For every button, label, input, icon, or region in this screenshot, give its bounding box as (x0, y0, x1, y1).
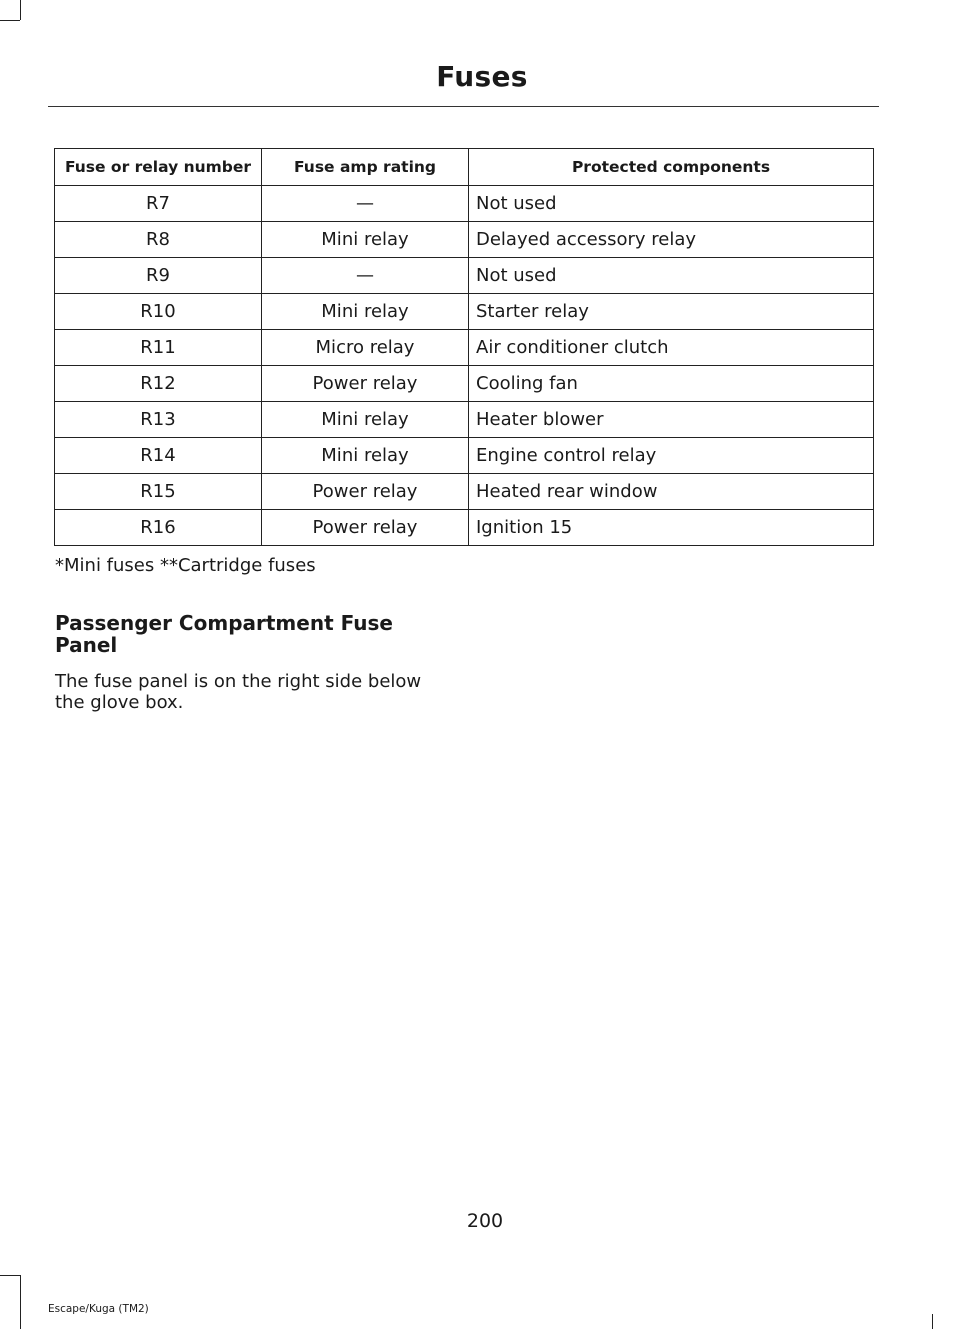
fuse-number-cell: R8 (55, 222, 262, 258)
fuse-table (54, 148, 874, 546)
crop-mark (20, 1275, 21, 1329)
protected-component-cell: Heater blower (469, 402, 874, 438)
fuse-number-cell: R10 (55, 294, 262, 330)
fuse-number-cell: R9 (55, 258, 262, 294)
protected-component-cell: Heated rear window (469, 474, 874, 510)
column-header: Fuse amp rating (262, 149, 469, 186)
section-heading: Passenger Compartment Fuse Panel (55, 611, 393, 657)
protected-component-cell: Not used (469, 258, 874, 294)
table-row (55, 186, 874, 222)
title-divider (48, 106, 879, 107)
table-header-row (55, 149, 874, 186)
fuse-number-cell: R14 (55, 438, 262, 474)
amp-rating-cell: Power relay (262, 510, 469, 546)
fuse-number-cell: R15 (55, 474, 262, 510)
crop-mark (932, 1314, 933, 1329)
column-header: Fuse or relay number (55, 149, 262, 186)
protected-component-cell: Cooling fan (469, 366, 874, 402)
section-body-text: The fuse panel is on the right side below the glove box. (55, 671, 422, 713)
protected-component-cell: Delayed accessory relay (469, 222, 874, 258)
protected-component-cell: Engine control relay (469, 438, 874, 474)
amp-rating-cell: Mini relay (262, 402, 469, 438)
page-title: Fuses (436, 60, 528, 93)
protected-component-cell: Ignition 15 (469, 510, 874, 546)
table-row (55, 474, 874, 510)
column-header: Protected components (469, 149, 874, 186)
table-row (55, 402, 874, 438)
fuse-number-cell: R11 (55, 330, 262, 366)
protected-component-cell: Air conditioner clutch (469, 330, 874, 366)
amp-rating-cell: Mini relay (262, 438, 469, 474)
fuse-number-cell: R16 (55, 510, 262, 546)
crop-mark (20, 0, 21, 20)
table-footnote: *Mini fuses **Cartridge fuses (55, 555, 316, 576)
table-row (55, 294, 874, 330)
table-row (55, 510, 874, 546)
table-row (55, 330, 874, 366)
fuse-number-cell: R13 (55, 402, 262, 438)
amp-rating-cell: — (262, 186, 469, 222)
fuse-number-cell: R7 (55, 186, 262, 222)
crop-mark (0, 20, 20, 21)
amp-rating-cell: Micro relay (262, 330, 469, 366)
amp-rating-cell: Mini relay (262, 222, 469, 258)
protected-component-cell: Not used (469, 186, 874, 222)
amp-rating-cell: Power relay (262, 366, 469, 402)
fuse-number-cell: R12 (55, 366, 262, 402)
amp-rating-cell: Mini relay (262, 294, 469, 330)
table-row (55, 258, 874, 294)
amp-rating-cell: Power relay (262, 474, 469, 510)
protected-component-cell: Starter relay (469, 294, 874, 330)
crop-mark (0, 1275, 20, 1276)
table-row (55, 438, 874, 474)
footer-model-label: Escape/Kuga (TM2) (48, 1303, 149, 1315)
table-row (55, 222, 874, 258)
table-row (55, 366, 874, 402)
amp-rating-cell: — (262, 258, 469, 294)
page-number: 200 (466, 1210, 504, 1232)
